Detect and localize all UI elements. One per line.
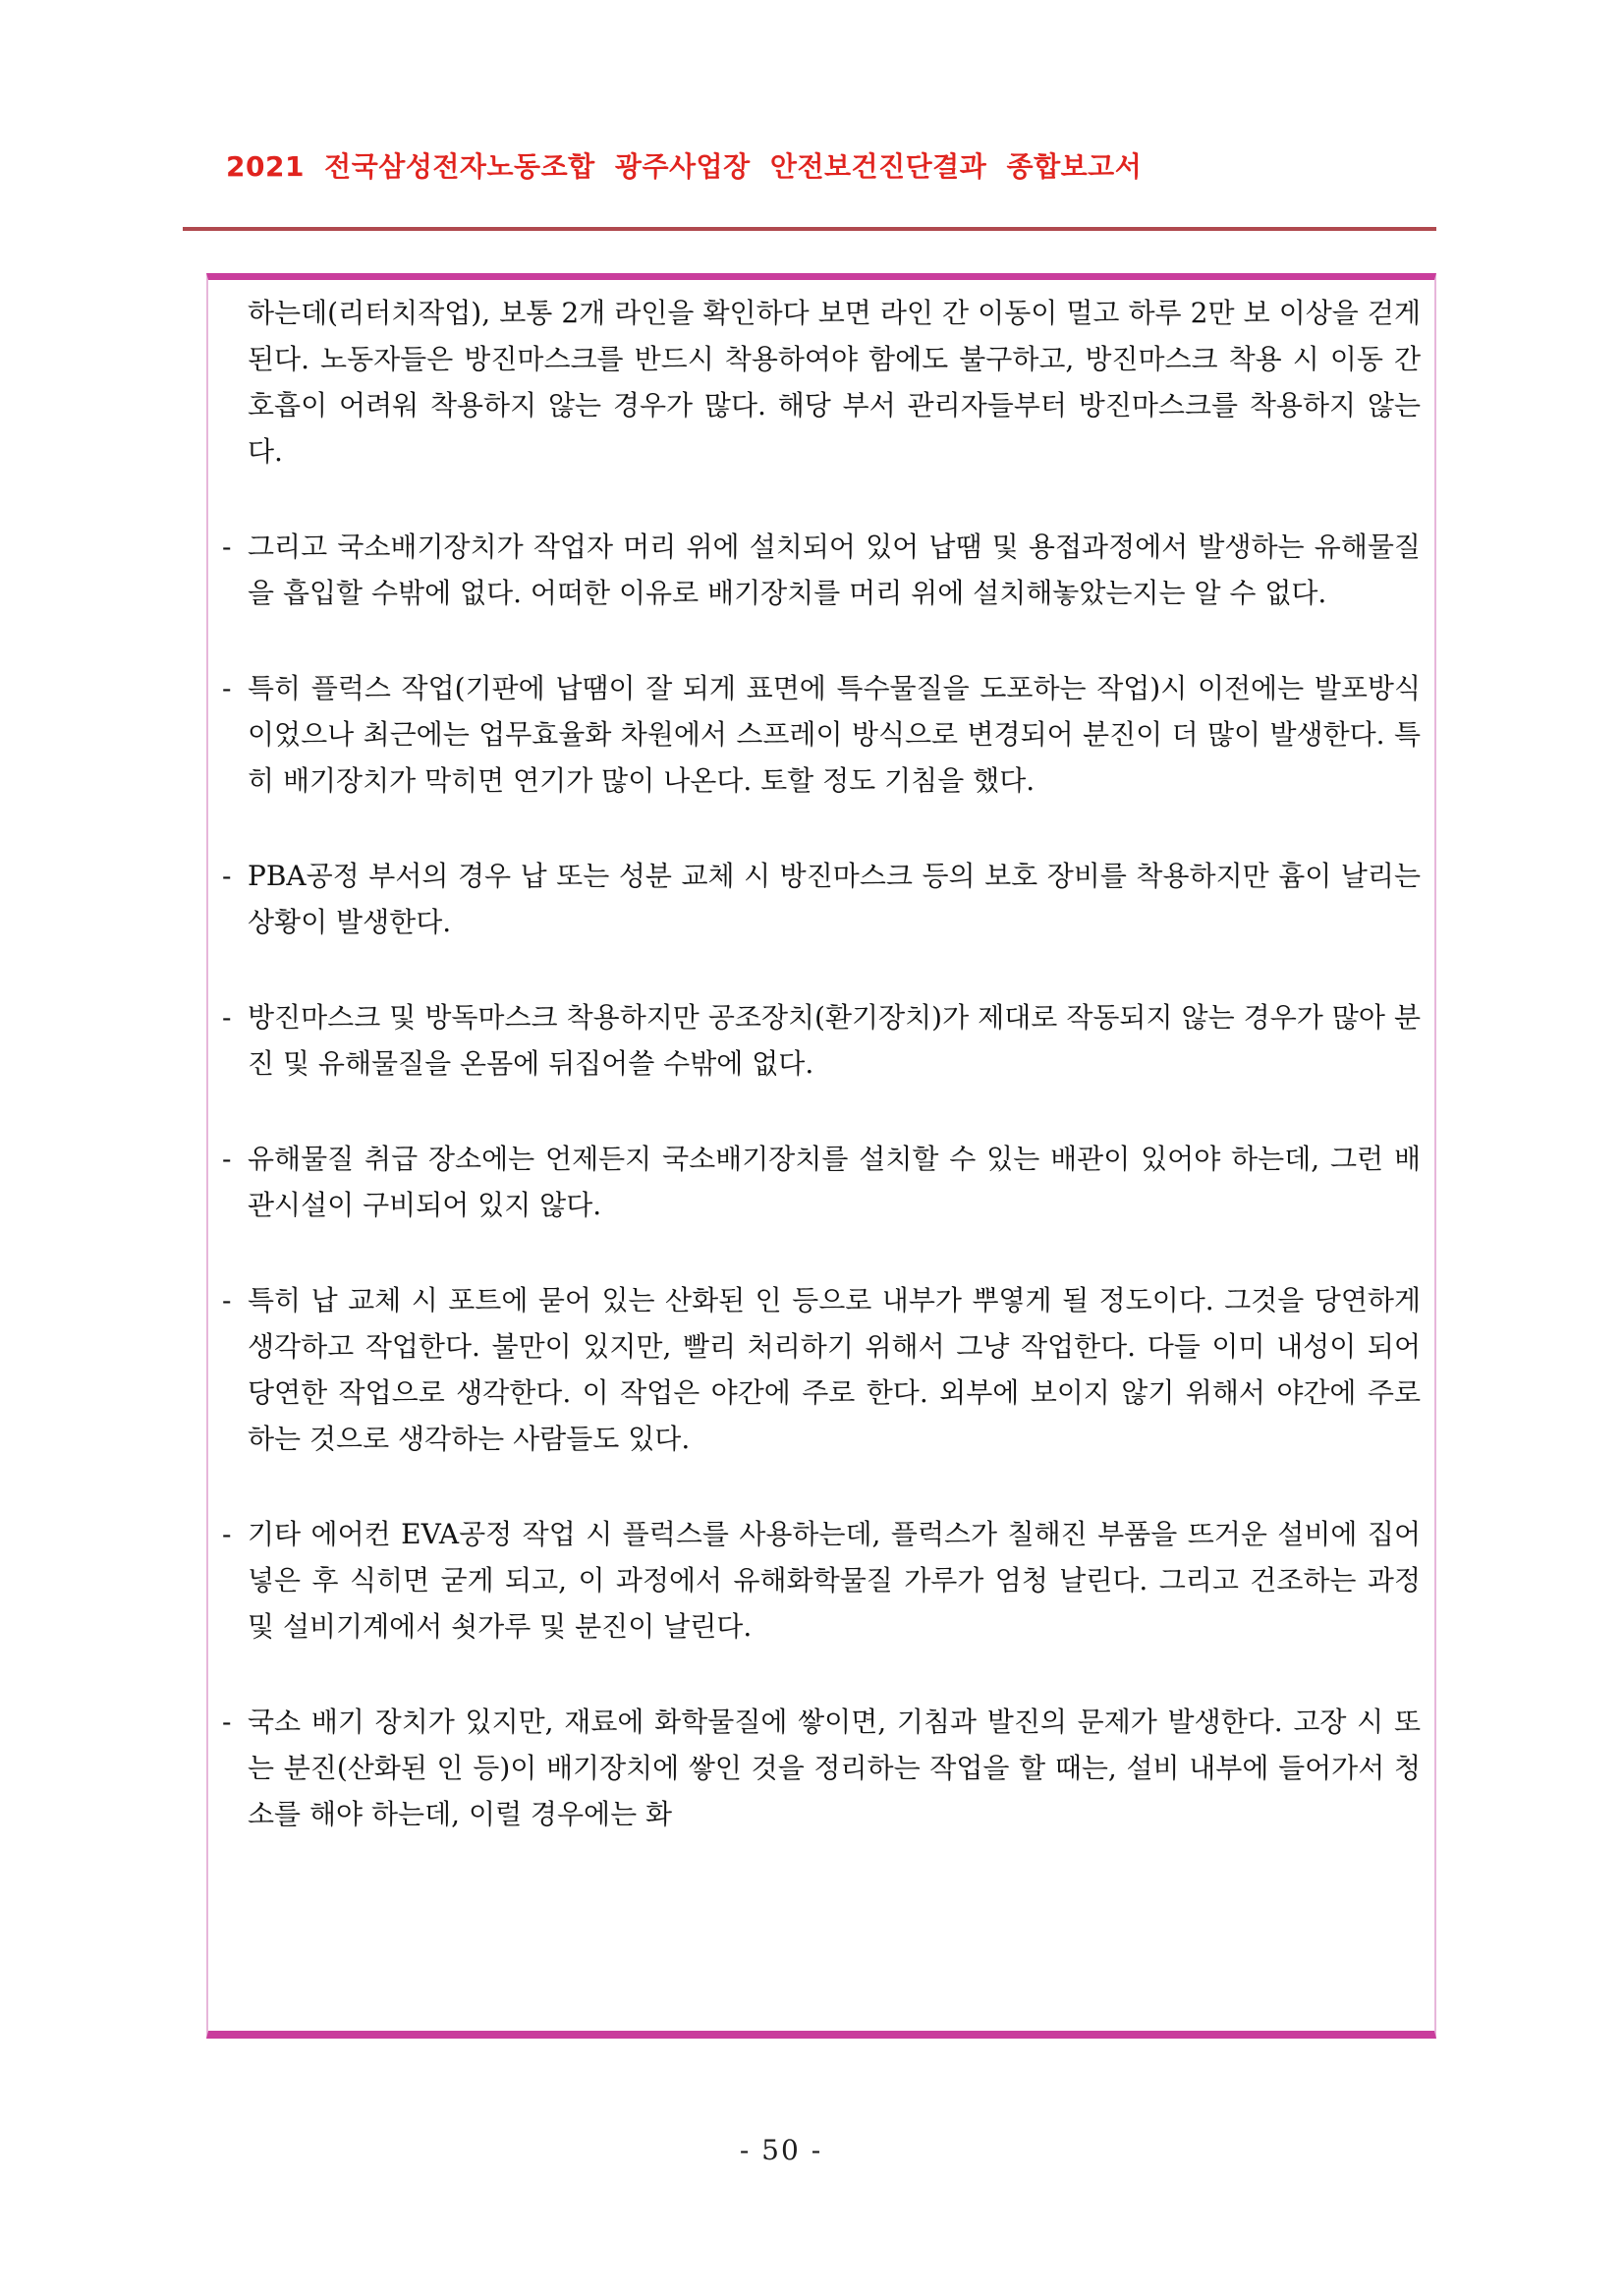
bullet-dash: - — [222, 672, 232, 704]
bullet-dash: - — [222, 531, 232, 563]
bullet-text: 국소 배기 장치가 있지만, 재료에 화학물질에 쌓이면, 기침과 발진의 문제가 발생한다. 고장 시 또는 분진(산화된 인 등)이 배기장치에 쌓인 것을 정리하는 작업을 할 때는, 설비 내부에 들어가서 청소를 해야 하는데, 이럴 경우에는 화 — [248, 1706, 1421, 1830]
bullet-text: 기타 에어컨 EVA공정 작업 시 플럭스를 사용하는데, 플럭스가 칠해진 부품을 뜨거운 설비에 집어넣은 후 식히면 굳게 되고, 이 과정에서 유해화학물질 가루가 엄청 날린다. 그리고 건조하는 과정 및 설비기계에서 쇳가루 및 분진이 날린다. — [248, 1518, 1421, 1643]
bullet-text: PBA공정 부서의 경우 납 또는 성분 교체 시 방진마스크 등의 보호 장비를 착용하지만 흄이 날리는 상황이 발생한다. — [248, 860, 1421, 938]
header-divider — [183, 227, 1436, 231]
bullet-item — [222, 1277, 1421, 1462]
bullet-dash: - — [222, 1706, 232, 1738]
bullet-item — [222, 853, 1421, 945]
bullet-text: 유해물질 취급 장소에는 언제든지 국소배기장치를 설치할 수 있는 배관이 있어야 하는데, 그런 배관시설이 구비되어 있지 않다. — [248, 1143, 1421, 1221]
bullet-text: 그리고 국소배기장치가 작업자 머리 위에 설치되어 있어 납땜 및 용접과정에서 발생하는 유해물질을 흡입할 수밖에 없다. 어떠한 이유로 배기장치를 머리 위에 설치해놓았는지는 알 수 없다. — [248, 531, 1421, 609]
bullet-item — [222, 524, 1421, 616]
bullet-item — [222, 1136, 1421, 1228]
bullet-item — [222, 665, 1421, 804]
page-title: 2021 전국삼성전자노동조합 광주사업장 안전보건진단결과 종합보고서 — [226, 150, 1143, 183]
bullet-dash: - — [222, 1143, 232, 1175]
bullet-dash: - — [222, 1001, 232, 1034]
paragraph-intro: 하는데(리터치작업), 보통 2개 라인을 확인하다 보면 라인 간 이동이 멀고 하루 2만 보 이상을 걷게 된다. 노동자들은 방진마스크를 반드시 착용하여야 함에도 불구하고, 방진마스크 착용 시 이동 간 호흡이 어려워 착용하지 않는 경우가 많다. 해당 부서 관리자들부터 방진마스크를 착용하지 않는다. — [248, 297, 1421, 468]
bullet-text: 방진마스크 및 방독마스크 착용하지만 공조장치(환기장치)가 제대로 작동되지 않는 경우가 많아 분진 및 유해물질을 온몸에 뒤집어쓸 수밖에 없다. — [248, 1001, 1421, 1080]
content-box — [206, 273, 1436, 2039]
bullet-item — [222, 1699, 1421, 1837]
bullet-dash: - — [222, 860, 232, 892]
bullet-text: 특히 플럭스 작업(기판에 납땜이 잘 되게 표면에 특수물질을 도포하는 작업)시 이전에는 발포방식이었으나 최근에는 업무효율화 차원에서 스프레이 방식으로 변경되어 분진이 더 많이 발생한다. 특히 배기장치가 막히면 연기가 많이 나온다. 토할 정도 기침을 했다. — [248, 672, 1421, 797]
bullet-dash: - — [222, 1284, 232, 1316]
bullet-text: 특히 납 교체 시 포트에 묻어 있는 산화된 인 등으로 내부가 뿌옇게 될 정도이다. 그것을 당연하게 생각하고 작업한다. 불만이 있지만, 빨리 처리하기 위해서 그냥 작업한다. 다들 이미 내성이 되어 당연한 작업으로 생각한다. 이 작업은 야간에 주로 한다. 외부에 보이지 않기 위해서 야간에 주로 하는 것으로 생각하는 사람들도 있다. — [248, 1284, 1421, 1455]
page-number: - 50 - — [739, 2134, 823, 2166]
bullet-item — [222, 994, 1421, 1087]
bullet-dash: - — [222, 1518, 232, 1550]
bullet-item — [222, 1511, 1421, 1650]
